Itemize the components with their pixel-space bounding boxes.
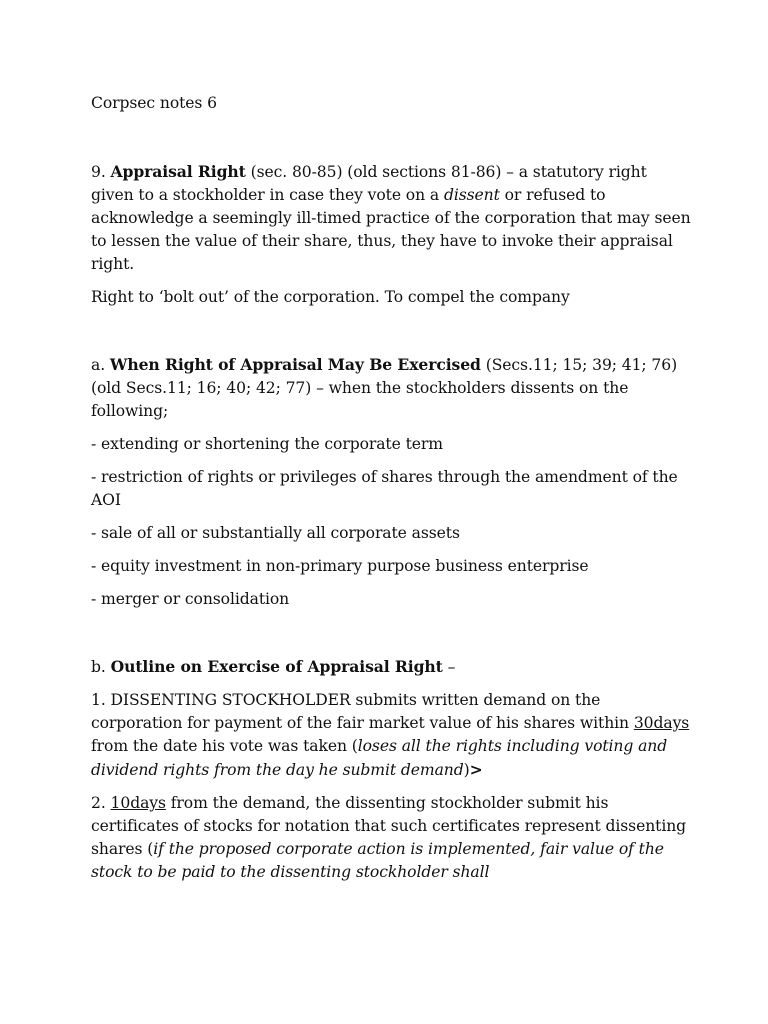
document-page — [91, 92, 691, 884]
section-b-letter: b. — [91, 658, 106, 676]
doc-title: Corpsec notes 6 — [91, 94, 217, 112]
step-1-arrow: > — [469, 760, 483, 779]
section-b-dash: – — [447, 658, 456, 676]
list-item: - extending or shortening the corporate term — [91, 435, 443, 453]
section-a-letter: a. — [91, 356, 106, 374]
section-9-paragraph — [91, 160, 691, 276]
list-item: - merger or consolidation — [91, 590, 290, 608]
section-a-paragraph — [91, 353, 691, 423]
step-1-text-pre: 1. DISSENTING STOCKHOLDER submits written demand on the corporation for payment of the fair market value of his shares within — [91, 691, 629, 732]
section-b-heading: Outline on Exercise of Appraisal Right — [110, 657, 443, 676]
section-9-number: 9. — [91, 163, 106, 181]
step-1-close-paren: ) — [463, 761, 470, 779]
step-2-italic: if the proposed corporate action is implemented, fair value of the stock to be paid to the dissenting stockholder shall — [91, 840, 664, 881]
step-1-text-mid: from the date his vote was taken ( — [91, 737, 358, 755]
step-1-paragraph — [91, 689, 691, 782]
section-9-text-2: or refused to acknowledge a seemingly ill-timed practice of the corporation that may seen to lessen the value of their share, thus, they have to invoke their appraisal right. — [91, 186, 691, 273]
step-1-days: 30days — [633, 714, 690, 732]
section-b-heading-line — [91, 655, 691, 679]
step-2-days: 10days — [110, 794, 166, 812]
bolt-out-line: Right to ‘bolt out’ of the corporation. To compel the company — [91, 288, 570, 306]
section-9-text-1: (sec. 80-85) (old sections 81-86) – a statutory right given to a stockholder in case they vote on a — [91, 163, 647, 204]
step-1-italic: loses all the rights including voting and dividend rights from the day he submit demand — [91, 737, 668, 779]
list-item: - equity investment in non-primary purpose business enterprise — [91, 557, 589, 575]
section-a-text: (Secs.11; 15; 39; 41; 76) (old Secs.11; 16; 40; 42; 77) – when the stockholders dissents on the following; — [91, 356, 678, 420]
section-9-heading: Appraisal Right — [110, 162, 246, 181]
step-2-paragraph — [91, 792, 691, 884]
section-a-heading: When Right of Appraisal May Be Exercised — [109, 355, 481, 374]
section-9-dissent: dissent — [443, 186, 500, 204]
step-2-text-mid: from the demand, the dissenting stockholder submit his certificates of stocks for notation that such certificates represent dissenting shares ( — [91, 794, 687, 858]
list-item: - sale of all or substantially all corporate assets — [91, 524, 460, 542]
step-2-number: 2. — [91, 794, 106, 812]
list-item: - restriction of rights or privileges of shares through the amendment of the AOI — [91, 468, 678, 509]
